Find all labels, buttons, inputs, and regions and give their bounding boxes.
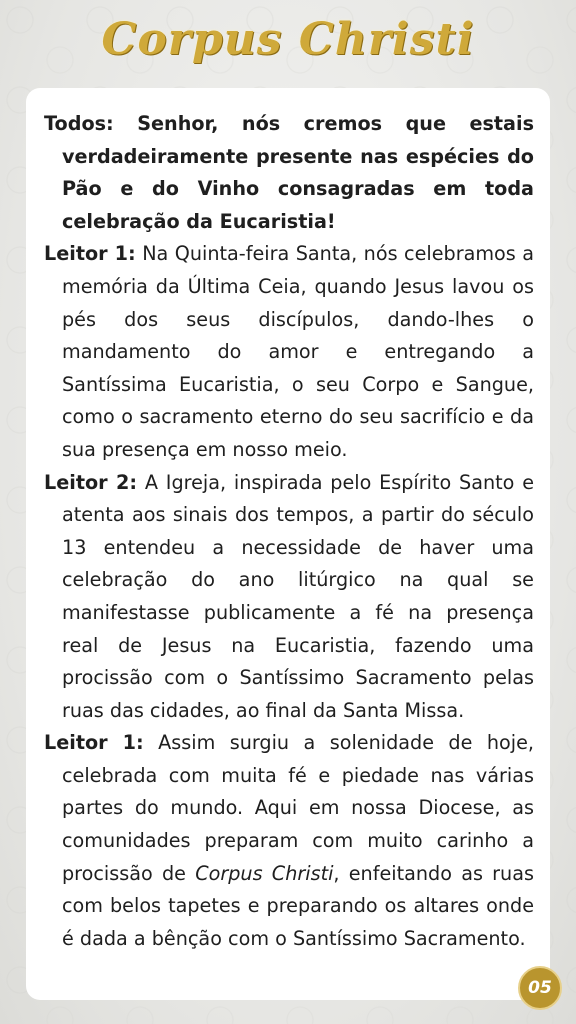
paragraph-todos <box>44 108 534 238</box>
speaker-label: Leitor 1: <box>44 731 144 755</box>
speaker-label: Leitor 1: <box>44 242 136 266</box>
paragraph-text: Na Quinta-feira Santa, nós celebramos a memória da Última Ceia, quando Jesus lavou os pés dos seus discípulos, dando-lhes o mandamento do amor e entregando a Santíssima Eucaristia, o seu Corpo e Sangue, como o sacramento eterno do seu sacrifício e da sua presença em nosso meio. <box>62 242 534 461</box>
paragraph-text-start: Assim surgiu a solenidade de hoje, celebrada com muita fé e piedade nas várias partes do mundo. Aqui em nossa Diocese, as comunidades preparam com muito carinho a procissão de <box>62 731 534 885</box>
speaker-label: Leitor 2: <box>44 470 138 494</box>
paragraph-leitor-1-b <box>44 727 534 955</box>
page-number-badge: 05 <box>518 966 562 1010</box>
text-body <box>44 108 534 955</box>
paragraph-text-italic: Corpus Christi <box>195 861 334 885</box>
page-title: Corpus Christi <box>101 14 475 65</box>
paragraph-text: Senhor, nós cremos que estais verdadeiramente presente nas espécies do Pão e do Vinho consagradas em toda celebração da Eucaristia! <box>62 112 534 233</box>
paragraph-text-end: , enfeitando as ruas com belos tapetes e preparando os altares onde é dada a bênção com o Santíssimo Sacramento. <box>62 861 534 950</box>
speaker-label: Todos: <box>44 112 114 135</box>
paragraph-leitor-1 <box>44 238 534 466</box>
paragraph-text: A Igreja, inspirada pelo Espírito Santo e atenta aos sinais dos tempos, a partir do século 13 entendeu a necessidade de haver uma celebração do ano litúrgico na qual se manifestasse publicamente a fé na presença real de Jesus na Eucaristia, fazendo uma procissão com o Santíssimo Sacramento pelas ruas das cidades, ao final da Santa Missa. <box>62 470 535 722</box>
paragraph-leitor-2 <box>44 467 534 728</box>
